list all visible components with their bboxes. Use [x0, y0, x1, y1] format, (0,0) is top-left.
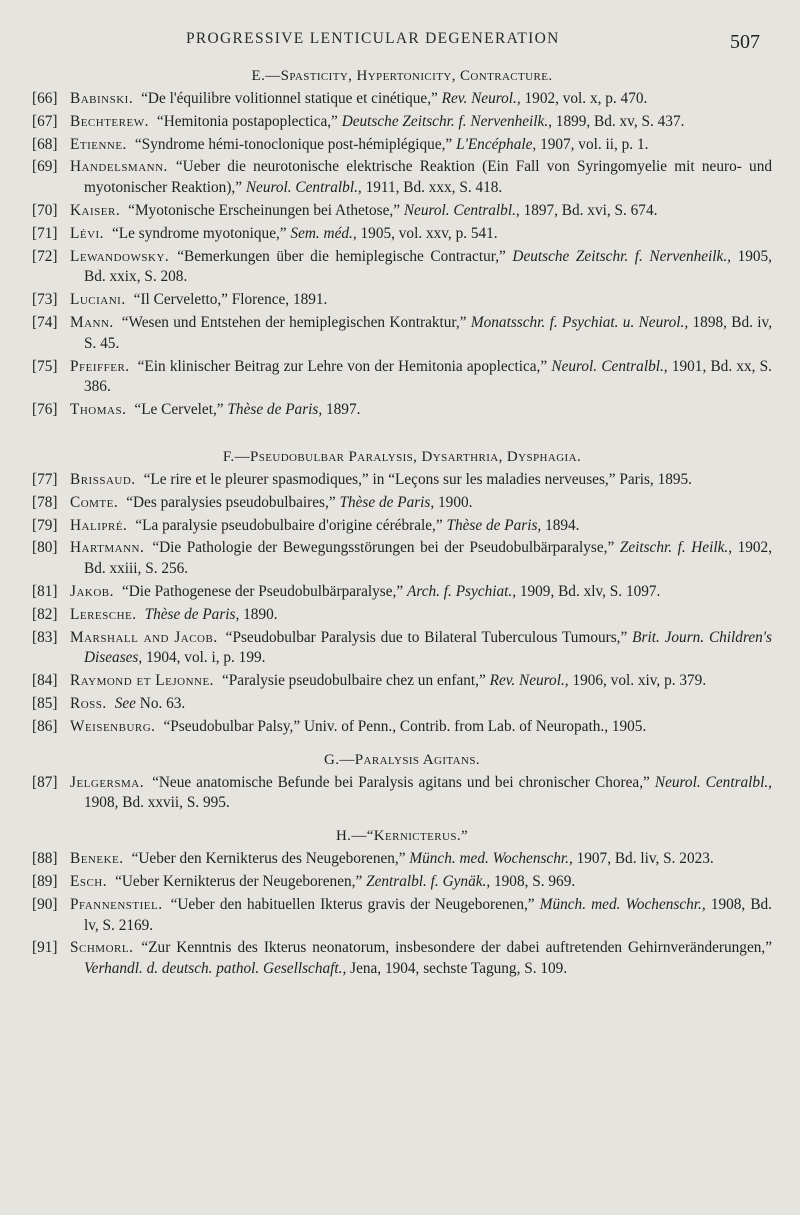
- reference-title: “Il Cerveletto,” Florence, 1891.: [133, 291, 328, 309]
- reference-author: Brissaud.: [70, 470, 136, 488]
- reference-source: Brit. Journ. Children's Diseases,: [84, 628, 773, 667]
- section-heading: E.—Spasticity, Hypertonicity, Contracture.: [251, 68, 553, 84]
- reference-number: [67]: [32, 112, 58, 130]
- reference-title: “La paralysie pseudobulbaire d'origine cérébrale,”: [135, 516, 443, 534]
- section-spacer: [32, 423, 772, 449]
- reference-source: Deutsche Zeitschr. f. Nervenheilk.,: [512, 247, 731, 265]
- reference-entry: [32, 112, 772, 133]
- reference-entry: [32, 201, 772, 222]
- reference-source: Sem. méd.,: [290, 224, 357, 242]
- reference-author: Raymond et Lejonne.: [70, 672, 214, 690]
- reference-details: 1908, Bd. xxvii, S. 995.: [84, 794, 230, 812]
- reference-title: “Wesen und Entstehen der hemiplegischen Kontraktur,”: [121, 313, 467, 331]
- reference-number: [75]: [32, 357, 58, 375]
- reference-entry: [32, 872, 772, 893]
- reference-entry: [32, 247, 772, 289]
- reference-source: Neurol. Centralbl.,: [654, 773, 772, 791]
- reference-details: 1907, vol. ii, p. 1.: [540, 135, 649, 153]
- reference-title: “Neue anatomische Befunde bei Paralysis agitans und bei chronischer Chorea,”: [152, 773, 650, 791]
- reference-source: Zentralbl. f. Gynäk.,: [366, 872, 491, 890]
- reference-number: [89]: [32, 872, 58, 890]
- reference-source: Münch. med. Wochenschr.,: [539, 895, 706, 913]
- reference-source: Monatsschr. f. Psychiat. u. Neurol.,: [470, 313, 689, 331]
- reference-number: [71]: [32, 224, 58, 242]
- reference-title: “Le Cervelet,”: [134, 401, 224, 419]
- reference-source: Neurol. Centralbl.,: [551, 357, 668, 375]
- reference-title: “Hemitonia postapoplectica,”: [156, 112, 338, 130]
- page-number: 507: [730, 31, 760, 53]
- reference-entry: [32, 895, 772, 937]
- reference-number: [82]: [32, 605, 58, 623]
- reference-author: Lewandowsky.: [70, 247, 170, 265]
- reference-entry: [32, 493, 772, 514]
- section-heading: H.—“Kernicterus.”: [335, 828, 469, 845]
- reference-title: “Le rire et le pleurer spasmodiques,” in “Leçons sur les maladies nerveuses,” Paris, 1895.: [143, 470, 692, 488]
- reference-source: Rev. Neurol.,: [441, 90, 521, 107]
- reference-author: Kaiser.: [70, 201, 121, 219]
- reference-title: “Paralysie pseudobulbaire chez un enfant,”: [222, 672, 486, 690]
- reference-source: L'Encéphale,: [456, 135, 537, 153]
- reference-entry: [32, 290, 772, 311]
- reference-number: [83]: [32, 628, 58, 646]
- reference-number: [73]: [32, 291, 58, 309]
- reference-source: Neurol. Centralbl.,: [403, 201, 520, 219]
- reference-number: [72]: [32, 247, 58, 265]
- reference-details: 1911, Bd. xxx, S. 418.: [365, 179, 503, 197]
- reference-author: Schmorl.: [70, 939, 134, 957]
- reference-number: [69]: [32, 158, 58, 176]
- reference-entry: [32, 224, 772, 245]
- reference-details: 1908, S. 969.: [494, 872, 576, 890]
- reference-entry: [32, 516, 772, 537]
- reference-entry: [32, 538, 772, 580]
- reference-source: Thèse de Paris,: [339, 493, 435, 511]
- reference-title: “Ueber Kernikterus der Neugeborenen,”: [115, 872, 363, 890]
- reference-author: Comte.: [70, 493, 119, 511]
- reference-entry: [32, 605, 772, 626]
- reference-title: “Myotonische Erscheinungen bei Athetose,”: [128, 201, 401, 219]
- reference-entry: [32, 313, 772, 355]
- reference-author: Jakob.: [70, 582, 114, 600]
- reference-author: Leresche.: [70, 605, 137, 623]
- reference-entry: [32, 400, 772, 421]
- reference-author: Esch.: [70, 872, 108, 890]
- reference-details: 1890.: [243, 605, 278, 623]
- reference-entry: [32, 157, 772, 199]
- running-title: PROGRESSIVE LENTICULAR DEGENERATION: [186, 30, 560, 47]
- reference-details: 1909, Bd. xlv, S. 1097.: [519, 582, 661, 600]
- reference-author: Handelsmann.: [70, 158, 168, 176]
- reference-author: Beneke.: [70, 850, 124, 868]
- bibliography: [32, 68, 772, 982]
- reference-number: [77]: [32, 470, 58, 488]
- reference-details: 1900.: [438, 493, 473, 511]
- reference-number: [68]: [32, 135, 58, 153]
- reference-title: “Syndrome hémi-tonoclonique post-hémiplégique,”: [134, 135, 453, 153]
- reference-entry: [32, 357, 772, 399]
- reference-author: Halipré.: [70, 516, 128, 534]
- reference-number: [66]: [32, 90, 58, 107]
- reference-number: [74]: [32, 313, 58, 331]
- reference-author: Luciani.: [70, 291, 126, 309]
- reference-author: Mann.: [70, 313, 114, 331]
- reference-title: “Die Pathologie der Bewegungsstörungen bei der Pseudobulbärparalyse,”: [152, 539, 615, 557]
- reference-author: Pfannenstiel.: [70, 895, 163, 913]
- reference-author: Babinski.: [70, 90, 134, 107]
- reference-entry: [32, 938, 772, 980]
- reference-entry: [32, 694, 772, 715]
- reference-entry: [32, 135, 772, 156]
- reference-details: 1899, Bd. xv, S. 437.: [555, 112, 685, 130]
- reference-title: “Die Pathogenese der Pseudobulbärparalyse,”: [121, 582, 404, 600]
- reference-number: [81]: [32, 582, 58, 600]
- reference-number: [79]: [32, 516, 58, 534]
- reference-number: [78]: [32, 493, 58, 511]
- reference-source: Thèse de Paris,: [144, 605, 240, 623]
- reference-author: Etienne.: [70, 135, 127, 153]
- reference-author: Hartmann.: [70, 539, 145, 557]
- reference-title: “Pseudobulbar Paralysis due to Bilateral Tuberculous Tumours,”: [225, 628, 628, 646]
- reference-details: Jena, 1904, sechste Tagung, S. 109.: [350, 960, 568, 978]
- reference-entry: [32, 717, 772, 738]
- reference-source: Verhandl. d. deutsch. pathol. Gesellschaft.,: [84, 960, 347, 978]
- reference-title: “Zur Kenntnis des Ikterus neonatorum, insbesondere der dabei auftretenden Gehirnveränderungen,”: [141, 939, 772, 957]
- reference-details: 1902, Bd. xxiii, S. 256.: [84, 539, 773, 578]
- reference-title: “Pseudobulbar Palsy,” Univ. of Penn., Contrib. from Lab. of Neuropath., 1905.: [163, 717, 647, 735]
- reference-number: [80]: [32, 539, 58, 557]
- section-spacer: [32, 816, 772, 828]
- reference-author: Thomas.: [70, 401, 127, 419]
- reference-details: 1906, vol. xiv, p. 379.: [572, 672, 707, 690]
- reference-source: Thèse de Paris,: [446, 516, 542, 534]
- section-heading: F.—Pseudobulbar Paralysis, Dysarthria, Dysphagia.: [222, 448, 582, 465]
- reference-number: [86]: [32, 717, 58, 735]
- reference-entry: [32, 582, 772, 603]
- reference-author: Lévi.: [70, 224, 104, 242]
- reference-title: “Ein klinischer Beitrag zur Lehre von der Hemitonia apoplectica,”: [137, 357, 548, 375]
- reference-title: “Ueber den Kernikterus des Neugeborenen,”: [131, 850, 406, 868]
- reference-entry: [32, 773, 772, 815]
- reference-details: 1898, Bd. iv, S. 45.: [84, 313, 773, 352]
- reference-number: [70]: [32, 201, 58, 219]
- reference-details: 1897.: [326, 401, 361, 419]
- reference-number: [85]: [32, 694, 58, 712]
- reference-author: Bechterew.: [70, 112, 149, 130]
- reference-source: Arch. f. Psychiat.,: [406, 582, 517, 600]
- reference-source: Rev. Neurol.,: [489, 672, 569, 690]
- section-heading: G.—Paralysis Agitans.: [324, 751, 480, 768]
- reference-title: “De l'équilibre volitionnel statique et cinétique,”: [141, 90, 438, 107]
- reference-title: “Bemerkungen über die hemiplegische Contractur,”: [177, 247, 506, 265]
- reference-number: [90]: [32, 895, 58, 913]
- reference-number: [76]: [32, 401, 58, 419]
- reference-source: Münch. med. Wochenschr.,: [409, 850, 573, 868]
- reference-title: “Ueber die neurotonische elektrische Reaktion (Ein Fall von Syringomyelie mit neuro- und myotonischer Reaktion),”: [84, 158, 772, 197]
- reference-number: [87]: [32, 773, 58, 791]
- reference-details: 1908, Bd. lv, S. 2169.: [84, 895, 773, 934]
- reference-details: 1904, vol. i, p. 199.: [146, 649, 266, 667]
- reference-details: 1894.: [545, 516, 580, 534]
- reference-details: 1905, Bd. xxix, S. 208.: [84, 247, 772, 286]
- reference-number: [84]: [32, 672, 58, 690]
- reference-author: Marshall and Jacob.: [70, 628, 218, 646]
- section-spacer: [32, 740, 772, 752]
- reference-source: Zeitschr. f. Heilk.,: [619, 539, 733, 557]
- reference-title: “Ueber den habituellen Ikterus gravis der Neugeborenen,”: [170, 895, 535, 913]
- reference-details: 1902, vol. x, p. 470.: [524, 90, 648, 107]
- reference-entry: [32, 628, 772, 670]
- reference-entry: [32, 470, 772, 491]
- reference-details: 1907, Bd. liv, S. 2023.: [576, 850, 714, 868]
- reference-author: Weisenburg.: [70, 717, 156, 735]
- reference-source: Thèse de Paris,: [227, 401, 323, 419]
- reference-source: Deutsche Zeitschr. f. Nervenheilk.,: [341, 112, 552, 130]
- reference-author: Pfeiffer.: [70, 357, 130, 375]
- reference-details: 1897, Bd. xvi, S. 674.: [523, 201, 658, 219]
- reference-details: 1901, Bd. xx, S. 386.: [84, 357, 773, 396]
- reference-source: See: [114, 694, 136, 712]
- reference-entry: [32, 89, 772, 110]
- reference-author: Ross.: [70, 694, 107, 712]
- reference-source: Neurol. Centralbl.,: [245, 179, 362, 197]
- reference-author: Jelgersma.: [70, 773, 145, 791]
- reference-title: “Le syndrome myotonique,”: [112, 224, 287, 242]
- reference-number: [91]: [32, 939, 58, 957]
- reference-entry: [32, 671, 772, 692]
- reference-entry: [32, 849, 772, 870]
- reference-title: “Des paralysies pseudobulbaires,”: [126, 493, 336, 511]
- reference-details: 1905, vol. xxv, p. 541.: [360, 224, 498, 242]
- reference-details: No. 63.: [139, 694, 186, 712]
- reference-number: [88]: [32, 850, 58, 868]
